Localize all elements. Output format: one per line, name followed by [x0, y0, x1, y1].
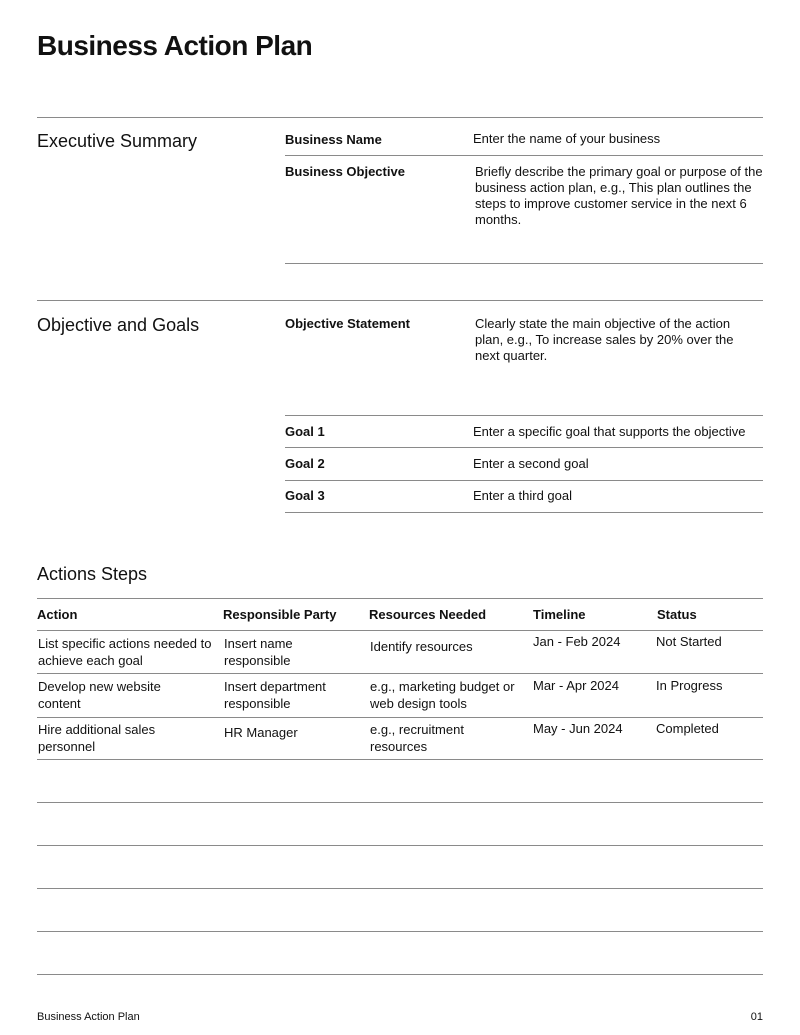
table-cell-action: Hire additional sales personnel — [38, 722, 156, 754]
divider — [37, 300, 763, 301]
footer-title: Business Action Plan — [37, 1011, 140, 1023]
divider — [37, 117, 763, 118]
field-label-objective-statement: Objective Statement — [285, 316, 410, 331]
section-heading-actions: Actions Steps — [37, 564, 148, 584]
column-header-status: Status — [657, 607, 697, 622]
divider — [285, 263, 763, 264]
table-cell-status: Completed — [656, 721, 719, 736]
empty-row-line — [37, 802, 763, 803]
empty-row-line — [37, 974, 763, 975]
table-cell-action: List specific actions needed to achieve each goal — [38, 636, 212, 668]
table-cell-responsible: Insert department responsible — [224, 679, 326, 711]
field-label-goal-2: Goal 2 — [285, 456, 325, 471]
field-value-goal-2[interactable]: Enter a second goal — [473, 456, 589, 471]
divider — [285, 447, 763, 448]
column-header-responsible: Responsible Party — [223, 607, 337, 622]
divider — [285, 155, 763, 156]
column-header-action: Action — [37, 607, 78, 622]
table-cell-status: Not Started — [656, 634, 722, 649]
field-value-business-objective[interactable]: Briefly describe the primary goal or purpose of the business action plan, e.g., This plan outlines the steps to improve customer service in the next 6 months. — [475, 164, 763, 227]
table-cell-resources: e.g., marketing budget or web design tools — [370, 679, 515, 711]
column-header-resources: Resources Needed — [369, 607, 487, 622]
column-header-timeline: Timeline — [533, 607, 586, 622]
divider — [285, 512, 763, 513]
section-heading-executive-summary: Executive Summary — [37, 131, 198, 151]
divider — [37, 630, 763, 631]
table-cell-action: Develop new website content — [38, 679, 161, 711]
field-label-business-objective: Business Objective — [285, 164, 405, 179]
divider — [285, 415, 763, 416]
table-cell-responsible: Insert name responsible — [224, 636, 293, 668]
table-cell-timeline: Jan - Feb 2024 — [533, 634, 621, 649]
divider — [37, 598, 763, 599]
page-title: Business Action Plan — [37, 30, 313, 61]
field-value-business-name[interactable]: Enter the name of your business — [473, 131, 661, 146]
table-cell-resources: e.g., recruitment resources — [370, 722, 464, 754]
field-value-objective-statement[interactable]: Clearly state the main objective of the action plan, e.g., To increase sales by 20% over the next quarter. — [475, 316, 734, 363]
field-value-goal-1[interactable]: Enter a specific goal that supports the objective — [473, 424, 746, 439]
empty-row-line — [37, 888, 763, 889]
field-value-goal-3[interactable]: Enter a third goal — [473, 488, 573, 503]
section-heading-objectives: Objective and Goals — [37, 315, 200, 335]
divider — [37, 673, 763, 674]
divider — [37, 759, 763, 760]
page-number: 01 — [750, 1011, 763, 1023]
table-cell-resources: Identify resources — [370, 639, 473, 654]
table-cell-timeline: May - Jun 2024 — [533, 721, 623, 736]
empty-row-line — [37, 845, 763, 846]
field-label-business-name: Business Name — [285, 132, 382, 147]
table-cell-timeline: Mar - Apr 2024 — [533, 678, 619, 693]
field-label-goal-3: Goal 3 — [285, 488, 325, 503]
empty-row-line — [37, 931, 763, 932]
divider — [285, 480, 763, 481]
table-cell-status: In Progress — [656, 678, 723, 693]
divider — [37, 717, 763, 718]
table-cell-responsible: HR Manager — [224, 725, 298, 740]
field-label-goal-1: Goal 1 — [285, 424, 325, 439]
